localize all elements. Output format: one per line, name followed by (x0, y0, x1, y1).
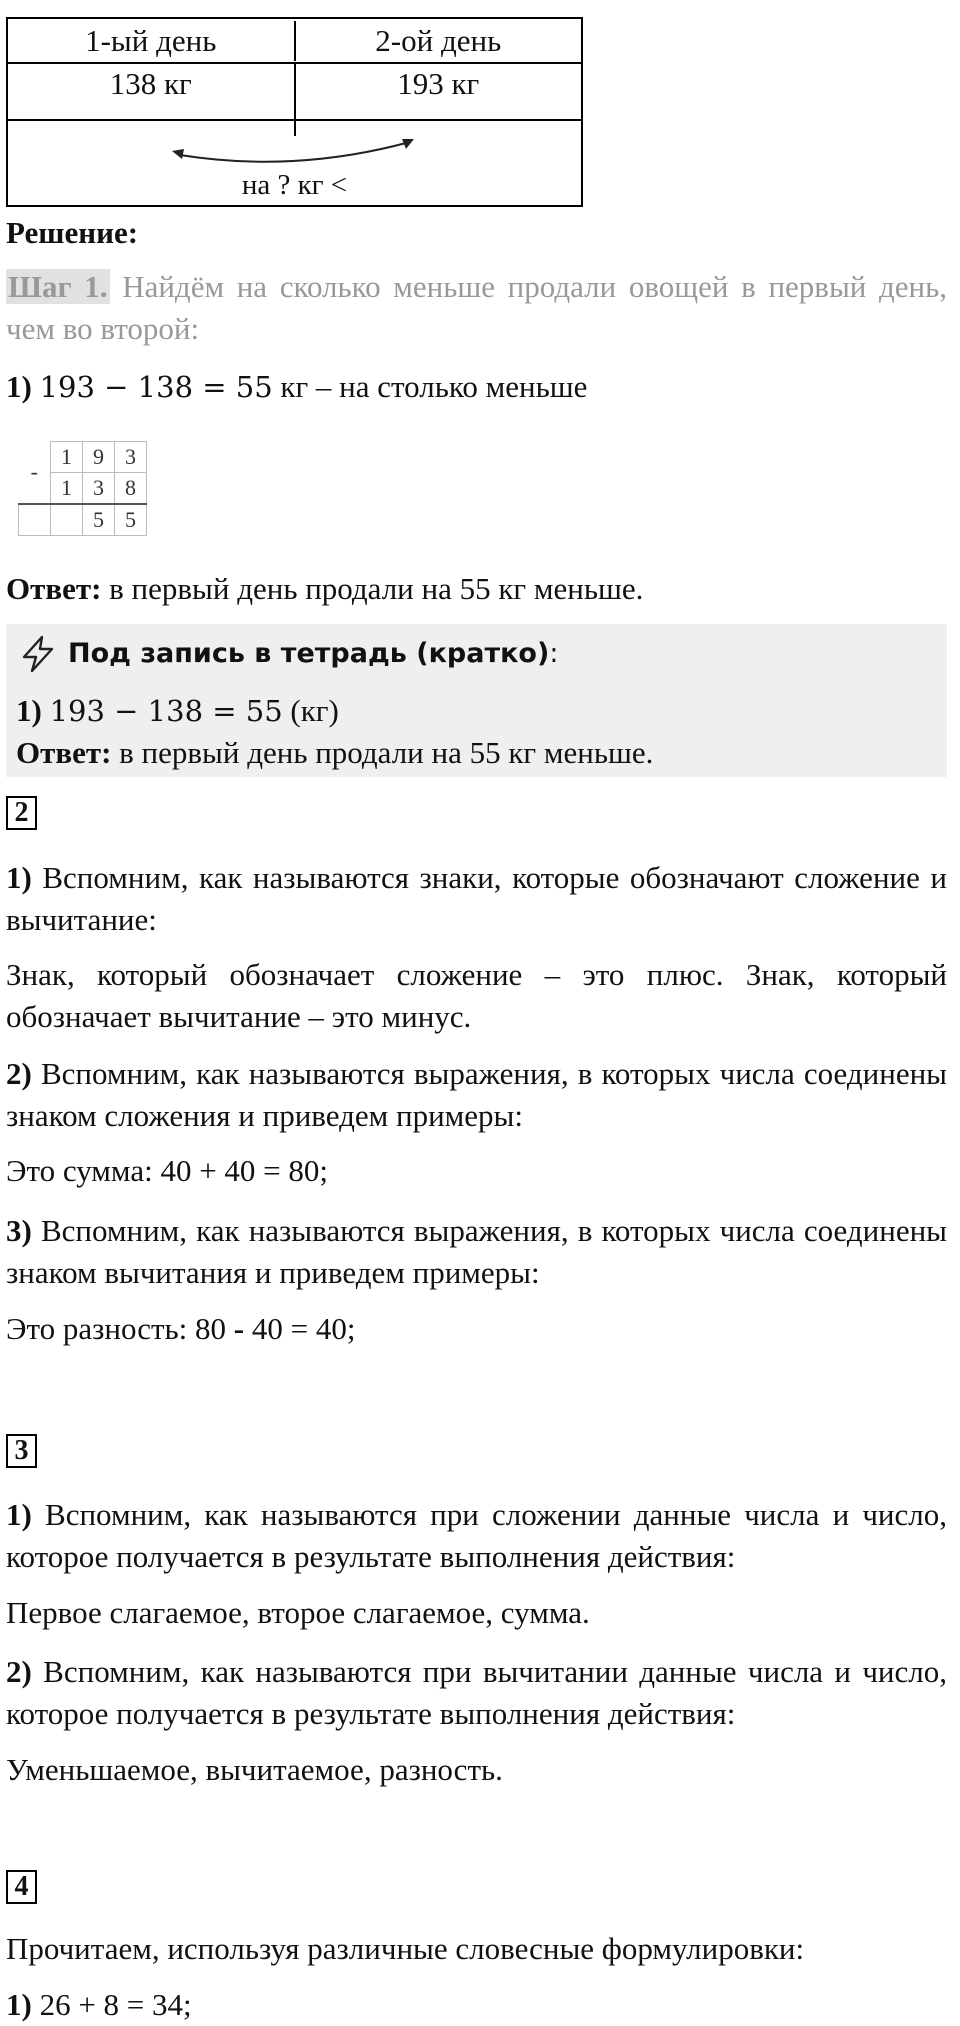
column-subtraction (18, 441, 147, 536)
notebook-title: Под запись в тетрадь (кратко): (68, 638, 559, 669)
notebook-expression: 193 − 138 = 55 (49, 694, 283, 728)
notebook-line1: 1) 193 − 138 = 55 (кг) (16, 693, 339, 728)
notebook-box (6, 624, 947, 777)
table-value-day2: 193 кг (397, 66, 480, 101)
task2-paragraph-1: 1) Вспомним, как называются знаки, которые обозначают сложение и вычитание: (6, 860, 947, 937)
lightning-icon (18, 634, 58, 674)
calc-cell (51, 504, 83, 536)
notebook-unit: (кг) (290, 693, 339, 728)
calc1-expression: 193 − 138 = 55 (39, 370, 273, 404)
table-divider (8, 119, 581, 121)
task2-paragraph-6: Это разность: 80 - 40 = 40; (6, 1311, 356, 1346)
calc1-unit: кг – на столько меньше (280, 369, 588, 404)
calc-minus-sign: - (19, 442, 51, 505)
calc-cell: 9 (83, 442, 115, 473)
table-header-day1: 1-ый день (8, 21, 296, 61)
answer1-label: Ответ: (6, 571, 102, 606)
answer1-text: в первый день продали на 55 кг меньше. (109, 571, 644, 606)
task2-paragraph-4: Это сумма: 40 + 40 = 80; (6, 1153, 329, 1188)
task4-paragraph-1: Прочитаем, используя различные словесные формулировки: (6, 1931, 805, 1966)
calc-row-result (19, 504, 147, 536)
task3-number: 3 (6, 1434, 37, 1468)
table-header-row (8, 21, 581, 61)
calc-cell: 5 (115, 504, 147, 536)
calc-cell: 1 (51, 473, 83, 505)
calc-cell: 5 (83, 504, 115, 536)
step1-label: Шаг 1. (8, 269, 108, 304)
solution-heading: Решение: (6, 215, 139, 250)
calc-cell (19, 504, 51, 536)
data-table (6, 17, 583, 207)
table-value-day1: 138 кг (8, 64, 296, 136)
task2-paragraph-2: Знак, который обозначает сложение – это плюс. Знак, который обозначает вычитание – это минус. (6, 957, 947, 1034)
task3-paragraph-2: Первое слагаемое, второе слагаемое, сумма. (6, 1595, 590, 1630)
answer1-line (6, 568, 643, 610)
notebook-answer: Ответ: в первый день продали на 55 кг меньше. (16, 735, 654, 770)
table-header-day2: 2-ой день (375, 23, 502, 58)
task3-paragraph-3: 2) Вспомним, как называются при вычитании данные числа и число, которое получается в результате выполнения действия: (6, 1654, 947, 1731)
step1-text: Найдём на сколько меньше продали овощей в первый день, чем во второй: (6, 269, 948, 346)
calc-cell: 3 (115, 442, 147, 473)
task4-paragraph-2: 1) 26 + 8 = 34; (6, 1987, 192, 2022)
calc1-line: 1) 193 − 138 = 55 кг – на столько меньше (6, 369, 588, 404)
calc-cell: 8 (115, 473, 147, 505)
table-arrow-label: на ? кг < (241, 169, 348, 201)
step1-paragraph (6, 266, 947, 350)
task2-paragraph-5: 3) Вспомним, как называются выражения, в которых числа соединены знаком вычитания и приведем примеры: (6, 1213, 947, 1290)
calc-cell: 1 (51, 442, 83, 473)
task3-paragraph-4: Уменьшаемое, вычитаемое, разность. (6, 1752, 503, 1787)
calc-row-minuend (19, 442, 147, 473)
task2-number: 2 (6, 796, 37, 830)
task2-paragraph-3: 2) Вспомним, как называются выражения, в которых числа соединены знаком сложения и приведем примеры: (6, 1056, 947, 1133)
task4-number: 4 (6, 1870, 37, 1904)
task3-paragraph-1: 1) Вспомним, как называются при сложении данные числа и число, которое получается в результате выполнения действия: (6, 1497, 947, 1574)
calc-cell: 3 (83, 473, 115, 505)
